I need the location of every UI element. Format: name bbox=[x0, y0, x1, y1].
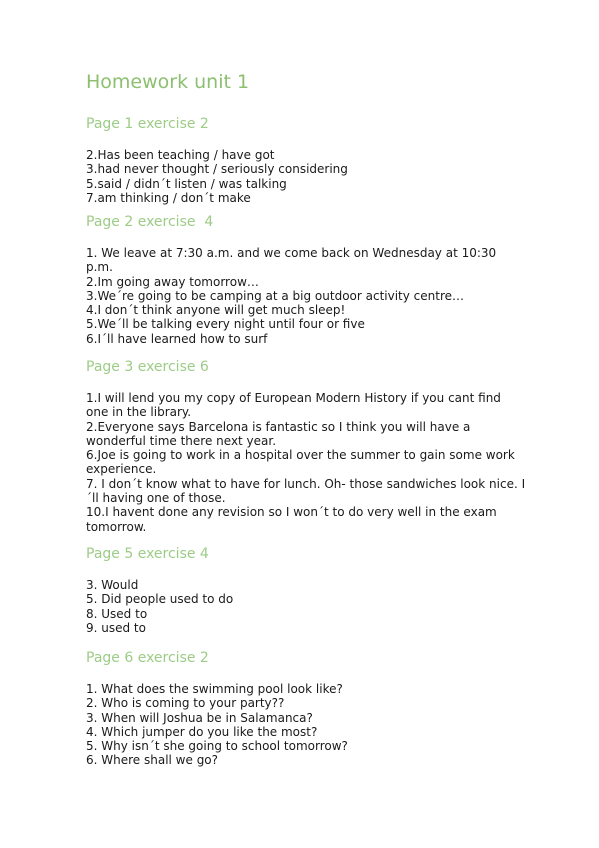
answer-list bbox=[86, 246, 526, 346]
answer-line: 3. When will Joshua be in Salamanca? bbox=[86, 710, 313, 725]
answer-line: 1. We leave at 7:30 a.m. and we come back on Wednesday at 10:30 p.m. bbox=[86, 246, 497, 275]
answer-line: 1. What does the swimming pool look like? bbox=[86, 682, 343, 696]
answer-line: 8. Used to bbox=[86, 606, 148, 621]
answer-line: 3.had never thought / seriously considering bbox=[86, 162, 348, 177]
answer-line: 5.We´ll be talking every night until four or five bbox=[86, 317, 365, 332]
section-page-2-exercise-4 bbox=[86, 213, 526, 346]
answer-line: 2. Who is coming to your party?? bbox=[86, 696, 285, 711]
answer-list bbox=[86, 578, 526, 635]
section-page-1-exercise-2 bbox=[86, 115, 526, 205]
answer-line: 3.We´re going to be camping at a big outdoor activity centre… bbox=[86, 288, 465, 303]
answer-line: 6.Joe is going to work in a hospital over the summer to gain some work experience. bbox=[86, 448, 515, 477]
document-title: Homework unit 1 bbox=[86, 71, 250, 93]
answer-line: 1.I will lend you my copy of European Modern History if you cant find one in the library. bbox=[86, 391, 501, 420]
section-heading: Page 5 exercise 4 bbox=[86, 546, 209, 562]
answer-line: 2.Im going away tomorrow… bbox=[86, 274, 259, 289]
answer-list bbox=[86, 148, 526, 205]
answer-line: 7. I don´t know what to have for lunch. Oh- those sandwiches look nice. I´ll having one of those. bbox=[86, 476, 526, 506]
answer-line: 5. Why isn´t she going to school tomorrow? bbox=[86, 739, 348, 754]
answer-list bbox=[86, 682, 526, 768]
section-heading: Page 3 exercise 6 bbox=[86, 359, 209, 375]
section-heading: Page 6 exercise 2 bbox=[86, 650, 209, 666]
section-page-3-exercise-6 bbox=[86, 358, 526, 534]
answer-line: 4.I don´t think anyone will get much sleep! bbox=[86, 303, 346, 318]
answer-line: 5. Did people used to do bbox=[86, 592, 234, 607]
answer-line: 5.said / didn´t listen / was talking bbox=[86, 176, 287, 191]
answer-line: 6. Where shall we go? bbox=[86, 753, 219, 768]
answer-list bbox=[86, 391, 526, 534]
section-page-6-exercise-2 bbox=[86, 649, 526, 768]
answer-line: 2.Has been teaching / have got bbox=[86, 148, 275, 162]
answer-line: 4. Which jumper do you like the most? bbox=[86, 724, 318, 739]
answer-line: 9. used to bbox=[86, 620, 146, 635]
section-heading: Page 1 exercise 2 bbox=[86, 116, 209, 132]
answer-line: 7.am thinking / don´t make bbox=[86, 190, 251, 205]
answer-line: 6.I´ll have learned how to surf bbox=[86, 331, 268, 346]
section-heading: Page 2 exercise 4 bbox=[86, 214, 214, 230]
section-page-5-exercise-4 bbox=[86, 545, 526, 635]
answer-line: 2.Everyone says Barcelona is fantastic so I think you will have a wonderful time there next year. bbox=[86, 419, 471, 448]
answer-line: 3. Would bbox=[86, 578, 139, 592]
answer-line: 10.I havent done any revision so I won´t to do very well in the exam tomorrow. bbox=[86, 505, 497, 534]
